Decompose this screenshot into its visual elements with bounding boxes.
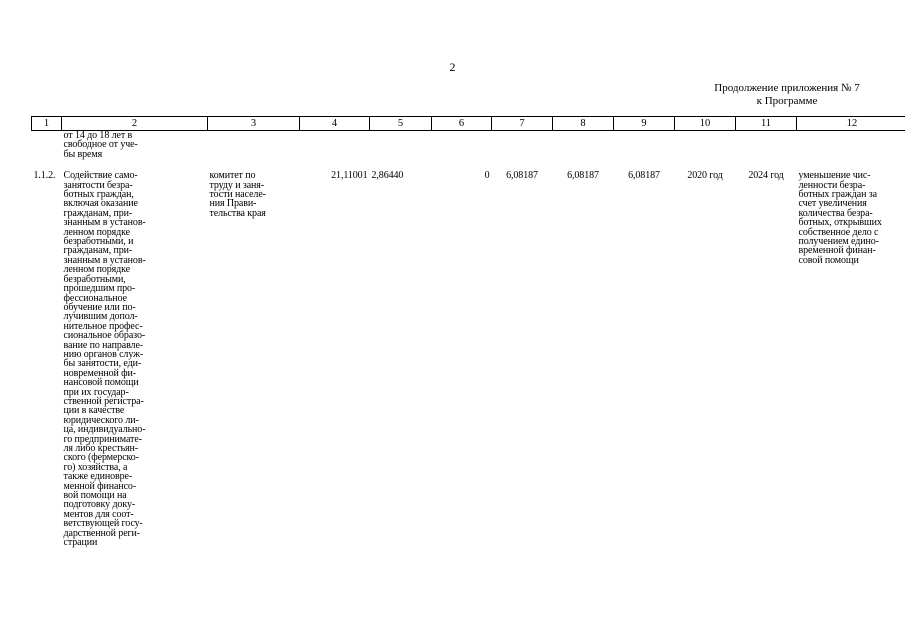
column-number-header-row [32,117,905,131]
funding-year-4: 6,08187 [567,170,599,182]
continuation-row [32,131,905,160]
start-year: 2020 год [687,170,723,182]
column-number-header: 3 [208,117,300,131]
expected-result: уменьшение чис- ленности безра- ботных граждан за счет увеличения количества безра- ботных, открывших собственное дело с получением едино- временной финан- совой помощи [798,170,882,266]
column-number-header: 2 [62,117,208,131]
continuation-line-2: к Программе [756,95,818,107]
column-number-header: 11 [736,117,797,131]
funding-total: 21,11001 [331,170,368,182]
appendix-continuation-note [690,82,884,108]
responsible-executor: комитет по труду и заня- тости населе- ния Прави- тельства края [209,170,266,219]
column-number-header: 6 [432,117,492,131]
table-cell [32,131,62,160]
column-number-header: 5 [370,117,432,131]
funding-year-3: 6,08187 [506,170,538,182]
funding-year-1: 2,86440 [371,170,404,182]
column-number-header: 10 [675,117,736,131]
item-number: 1.1.2. [33,170,56,182]
column-number-header: 1 [32,117,62,131]
funding-year-5: 6,08187 [628,170,660,182]
column-number-header: 8 [553,117,614,131]
column-number-header: 9 [614,117,675,131]
measure-description: Содействие само- занятости безра- ботных граждан, включая оказание гражданам, при- знанным в установ- ленном порядке безработными, и гражданам, при- знанным в установ- ленном порядке безработными, прошедшим про- фессиональное обучение или по- лучившим допол- нительное профес- сиональное образо- вание по направле- нию органов служ- бы занятости, еди- новременной фи- нансовой помощи при их государ- ственной регистра- ции в качестве юридического ли- ца, индивидуально- го предпринимате- ля либо крестьян- ского (фермерско- го) хозяйства, а также единовре- менной финансо- вой помощи на подготовку доку- ментов для соот- ветствующей госу- дарственной реги- страции [63,170,146,549]
measure-description-continued: от 14 до 18 лет в свободное от уче- бы время [63,130,138,160]
table-row [32,159,905,547]
end-year: 2024 год [748,170,784,182]
page-number: 2 [449,60,456,74]
column-number-header: 4 [300,117,370,131]
funding-year-2: 0 [484,170,490,182]
program-table [31,116,905,547]
column-number-header: 12 [797,117,905,131]
continuation-line-1: Продолжение приложения № 7 [714,82,860,94]
column-number-header: 7 [492,117,553,131]
